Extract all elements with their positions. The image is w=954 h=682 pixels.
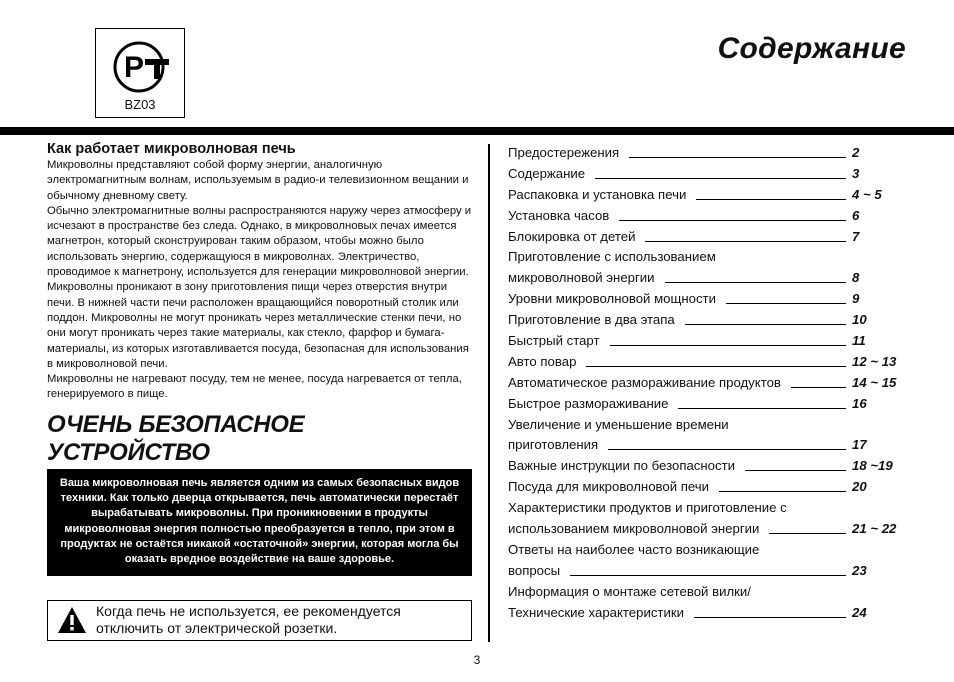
toc-entry-page: 16	[852, 395, 867, 411]
toc-entry-page: 7	[852, 228, 860, 244]
certification-code: BZ03	[124, 97, 156, 112]
toc-entry-label: Быстрое размораживание	[508, 395, 669, 411]
toc-entry-page: 20	[852, 479, 867, 495]
toc-leader-line	[629, 157, 846, 158]
toc-entry	[508, 561, 888, 582]
toc-entry-label: приготовления	[508, 437, 599, 453]
toc-leader-line	[586, 366, 846, 367]
page-title: Содержание	[717, 32, 906, 65]
toc-entry-label: Технические характеристики	[508, 604, 684, 620]
toc-entry-page: 17	[852, 437, 867, 453]
toc-entry-label: Ответы на наиболее часто возникающие	[508, 541, 760, 557]
column-divider	[488, 144, 490, 642]
toc-entry-label: Предостережения	[508, 145, 620, 160]
toc-entry	[508, 435, 888, 456]
toc-entry-label: Посуда для микроволновой печи	[508, 479, 710, 495]
toc-entry-page: 18 ~19	[852, 458, 893, 474]
toc-leader-line	[726, 303, 846, 304]
toc-leader-line	[645, 241, 846, 242]
paragraph: Обычно электромагнитные волны распространяются наружу через атмосферу и исчезают в пространстве без следа. Однако, в микроволновых печах имеется магнетрон, который сконструирован таким образом, чтобы можно было использовать энергию, содержащуюся в микроволнах. Электричество, проводимое к магнетрону, используется для генерации микроволновой энергии.	[47, 204, 472, 279]
toc-entry-page: 9	[852, 291, 860, 307]
toc-entry-page: 8	[852, 270, 860, 286]
toc-entry-label: Приготовление с использованием	[508, 249, 716, 265]
toc-leader-line	[595, 178, 846, 179]
toc-leader-line	[694, 617, 846, 618]
toc-entry-page: 14 ~ 15	[852, 374, 897, 390]
paragraph: Микроволны не нагревают посуду, тем не менее, посуда нагревается от тепла, генерируемого в пище.	[47, 373, 462, 401]
toc-entry-label: Установка часов	[508, 207, 610, 223]
toc-entry-page: 6	[852, 207, 860, 223]
toc-entry-label: Приготовление в два этапа	[508, 312, 675, 328]
toc-entry-page: 4 ~ 5	[852, 186, 882, 202]
warning-text: Когда печь не используется, ее рекомендуется отключить от электрической розетки.	[96, 603, 401, 636]
toc-entry-label: Быстрый старт	[508, 333, 600, 349]
table-of-contents	[508, 143, 897, 623]
paragraph: Микроволны проникают в зону приготовления пищи через отверстия внутри печи. В нижней части печи расположен вращающийся поворотный столик или поддон. Микроволны не могут проникать через металлические стенки печи, но они могут проникать через такие материалы, как стекло, фарфор и бумага- материалы, из которых изготавливается посуда, безопасная для использования в микроволновой печи.	[47, 281, 469, 370]
svg-text:P: P	[124, 51, 145, 84]
toc-leader-line	[610, 345, 846, 346]
toc-leader-line	[619, 220, 846, 221]
certification-mark	[95, 28, 185, 118]
toc-entry	[508, 352, 897, 373]
toc-entry-page: 2	[852, 145, 860, 160]
toc-entry-page: 21 ~ 22	[852, 521, 897, 537]
toc-entry	[508, 456, 893, 477]
toc-leader-line	[696, 199, 846, 200]
toc-entry-label: Важные инструкции по безопасности	[508, 458, 736, 474]
toc-entry	[508, 331, 888, 352]
toc-leader-line	[769, 533, 846, 534]
toc-entry-label: Авто повар	[508, 353, 577, 369]
toc-entry-page: 3	[852, 165, 860, 181]
toc-leader-line	[665, 282, 846, 283]
toc-entry	[508, 603, 888, 624]
toc-entry	[508, 310, 888, 331]
toc-entry	[508, 498, 888, 519]
toc-entry	[508, 540, 888, 561]
header-divider	[0, 127, 954, 135]
toc-entry-label: Информация о монтаже сетевой вилки/	[508, 583, 751, 599]
toc-entry	[508, 394, 888, 415]
toc-entry	[508, 519, 897, 540]
toc-entry	[508, 247, 888, 268]
toc-entry	[508, 582, 888, 603]
toc-leader-line	[608, 449, 846, 450]
warning-box	[47, 600, 472, 641]
toc-leader-line	[791, 387, 846, 388]
toc-entry-label: Характеристики продуктов и приготовление с	[508, 500, 787, 516]
toc-entry	[508, 477, 888, 498]
toc-leader-line	[678, 408, 846, 409]
toc-entry-label: микроволновой энергии	[508, 270, 655, 286]
toc-leader-line	[719, 491, 846, 492]
paragraph: Микроволны представляют собой форму энергии, аналогичную электромагнитным волнам, используемым в радио-и телевизионном вещании и обычному дневному свету.	[47, 159, 469, 202]
toc-entry-label: Автоматическое размораживание продуктов	[508, 374, 781, 390]
toc-entry	[508, 164, 888, 185]
toc-entry-label: вопросы	[508, 562, 561, 578]
toc-entry-page: 24	[852, 604, 867, 620]
toc-entry	[508, 289, 888, 310]
toc-entry-page: 11	[852, 333, 866, 349]
toc-entry-page: 10	[852, 312, 867, 328]
toc-entry	[508, 373, 897, 394]
pct-logo-icon	[109, 39, 173, 95]
toc-entry-page: 12 ~ 13	[852, 353, 897, 369]
toc-entry	[508, 415, 888, 436]
intro-section	[47, 141, 472, 576]
toc-entry-page: 23	[852, 562, 867, 578]
page-number: 3	[473, 653, 481, 667]
toc-entry-label: Уровни микроволновой мощности	[508, 291, 716, 307]
toc-entry-label: Блокировка от детей	[508, 228, 636, 244]
toc-entry	[508, 227, 888, 248]
toc-entry-label: Увеличение и уменьшение времени	[508, 416, 729, 432]
safety-notice: Ваша микроволновая печь является одним из самых безопасных видов техники. Как только дверца открывается, печь автоматически перестаёт вырабатывать микроволны. При проникновении в продукты микроволновая энергия полностью преобразуется в тепло, при этом в продуктах не остаётся никакой «остаточной» энергии, которая могла бы оказать вредное воздействие на ваше здоровье.	[47, 469, 472, 576]
toc-entry	[508, 143, 888, 164]
toc-leader-line	[570, 575, 846, 576]
toc-entry	[508, 206, 888, 227]
toc-entry-label: использованием микроволновой энергии	[508, 521, 760, 537]
safety-heading: ОЧЕНЬ БЕЗОПАСНОЕ УСТРОЙСТВО	[47, 410, 305, 466]
toc-entry	[508, 268, 888, 289]
toc-leader-line	[685, 324, 846, 325]
toc-entry	[508, 185, 888, 206]
toc-leader-line	[745, 470, 846, 471]
toc-entry-label: Содержание	[508, 165, 586, 181]
toc-entry-label: Распаковка и установка печи	[508, 186, 687, 202]
warning-triangle-icon	[57, 606, 87, 634]
section-heading: Как работает микроволновая печь	[47, 141, 296, 157]
